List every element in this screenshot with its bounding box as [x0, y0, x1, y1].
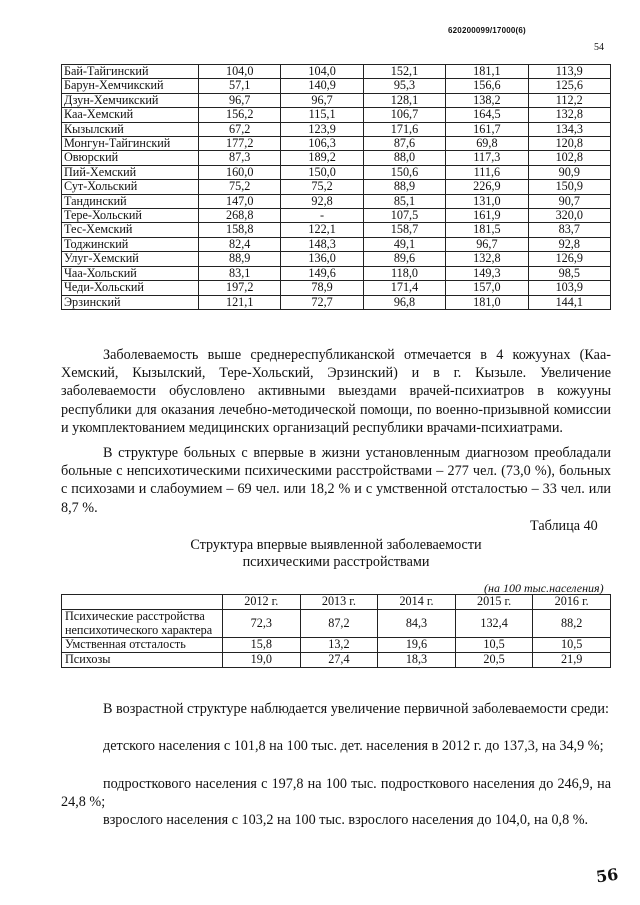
value-cell: 132,4 [455, 609, 533, 638]
paragraph-children: детского населения с 101,8 на 100 тыс. дет. населения в 2012 г. до 137,3, на 34,9 %; [103, 738, 604, 754]
paragraph-adolescents: подросткового населения с 197,8 на 100 тыс. подросткового населения до 246,9, на 24,8 %; [61, 776, 611, 811]
table-row [62, 93, 611, 107]
value-cell: 138,2 [446, 93, 528, 107]
district-name-cell: Монгун-Тайгинский [62, 137, 199, 151]
value-cell: - [281, 209, 363, 223]
value-cell: 181,0 [446, 295, 528, 309]
value-cell: 164,5 [446, 108, 528, 122]
value-cell: 104,0 [199, 65, 281, 79]
value-cell: 107,5 [363, 209, 445, 223]
district-name-cell: Овюрский [62, 151, 199, 165]
district-name-cell: Пий-Хемский [62, 165, 199, 179]
district-name-cell: Бай-Тайгинский [62, 65, 199, 79]
value-cell: 144,1 [528, 295, 610, 309]
year-header: 2013 г. [300, 595, 378, 610]
value-cell: 20,5 [455, 653, 533, 668]
document-number: 620200099/17000(6) [448, 26, 526, 35]
value-cell: 160,0 [199, 165, 281, 179]
table-40-corner-cell [62, 595, 223, 610]
value-cell: 123,9 [281, 122, 363, 136]
value-cell: 161,7 [446, 122, 528, 136]
value-cell: 96,7 [281, 93, 363, 107]
value-cell: 134,3 [528, 122, 610, 136]
value-cell: 67,2 [199, 122, 281, 136]
value-cell: 83,7 [528, 223, 610, 237]
district-name-cell: Тоджинский [62, 237, 199, 251]
value-cell: 92,8 [281, 194, 363, 208]
value-cell: 92,8 [528, 237, 610, 251]
value-cell: 125,6 [528, 79, 610, 93]
value-cell: 115,1 [281, 108, 363, 122]
paragraph-structure-of-patients: В структуре больных с впервые в жизни установленным диагнозом преобладали больные с непсихотическими психическими расстройствами – 277 чел. (73,0 %), больных с психозами и слабоумием – 69 чел. или 18,2 % и с умственной отсталостью – 33 чел. или 8,7 %. [61, 445, 611, 516]
value-cell: 106,3 [281, 137, 363, 151]
district-name-cell: Дзун-Хемчикский [62, 93, 199, 107]
year-header: 2016 г. [533, 595, 611, 610]
value-cell: 118,0 [363, 266, 445, 280]
value-cell: 87,2 [300, 609, 378, 638]
table-row [62, 180, 611, 194]
value-cell: 87,3 [199, 151, 281, 165]
value-cell: 112,2 [528, 93, 610, 107]
district-name-cell: Чаа-Хольский [62, 266, 199, 280]
value-cell: 113,9 [528, 65, 610, 79]
table-row [62, 122, 611, 136]
value-cell: 88,9 [363, 180, 445, 194]
value-cell: 18,3 [378, 653, 456, 668]
district-name-cell: Тес-Хемский [62, 223, 199, 237]
value-cell: 158,8 [199, 223, 281, 237]
value-cell: 150,9 [528, 180, 610, 194]
table-row [62, 194, 611, 208]
value-cell: 95,3 [363, 79, 445, 93]
value-cell: 88,0 [363, 151, 445, 165]
district-incidence-table [61, 64, 611, 310]
value-cell: 152,1 [363, 65, 445, 79]
value-cell: 148,3 [281, 237, 363, 251]
district-name-cell: Эрзинский [62, 295, 199, 309]
value-cell: 83,1 [199, 266, 281, 280]
value-cell: 19,6 [378, 638, 456, 653]
table-row [62, 209, 611, 223]
table-row [62, 137, 611, 151]
year-header: 2015 г. [455, 595, 533, 610]
year-header: 2014 г. [378, 595, 456, 610]
value-cell: 75,2 [281, 180, 363, 194]
table-row [62, 108, 611, 122]
table-40-header-row [62, 595, 611, 610]
value-cell: 96,7 [199, 93, 281, 107]
value-cell: 156,2 [199, 108, 281, 122]
table-row [62, 165, 611, 179]
district-name-cell: Улуг-Хемский [62, 252, 199, 266]
value-cell: 149,6 [281, 266, 363, 280]
value-cell: 89,6 [363, 252, 445, 266]
value-cell: 88,9 [199, 252, 281, 266]
row-label-cell: Психические расстройства непсихотического характера [62, 609, 223, 638]
value-cell: 10,5 [533, 638, 611, 653]
table-row [62, 609, 611, 638]
table-row [62, 295, 611, 309]
value-cell: 72,7 [281, 295, 363, 309]
value-cell: 104,0 [281, 65, 363, 79]
table-row [62, 266, 611, 280]
district-name-cell: Тере-Хольский [62, 209, 199, 223]
value-cell: 87,6 [363, 137, 445, 151]
value-cell: 121,1 [199, 295, 281, 309]
district-name-cell: Сут-Хольский [62, 180, 199, 194]
table-40-title [61, 537, 611, 571]
value-cell: 132,8 [528, 108, 610, 122]
value-cell: 161,9 [446, 209, 528, 223]
value-cell: 88,2 [533, 609, 611, 638]
district-name-cell: Кызылский [62, 122, 199, 136]
value-cell: 72,3 [223, 609, 301, 638]
paragraph-incidence-above-average: Заболеваемость выше среднереспубликанской отмечается в 4 кожуунах (Каа-Хемский, Кызылский, Тере-Хольский, Эрзинский) и в г. Кызыле. Увеличение заболеваемости обусловлено активными выездами врачей-психиатров в кожууны республики для оказания лечебно-методической помощи, по военно-призывной комиссии и укомплектованием медицинских организаций республики врачами-психиатрами. [61, 347, 611, 436]
value-cell: 102,8 [528, 151, 610, 165]
year-header: 2012 г. [223, 595, 301, 610]
value-cell: 49,1 [363, 237, 445, 251]
district-name-cell: Тандинский [62, 194, 199, 208]
value-cell: 171,4 [363, 281, 445, 295]
paragraph-age-structure: В возрастной структуре наблюдается увеличение первичной заболеваемости среди: [103, 701, 609, 717]
value-cell: 128,1 [363, 93, 445, 107]
value-cell: 156,6 [446, 79, 528, 93]
value-cell: 106,7 [363, 108, 445, 122]
page-number: 54 [594, 42, 604, 53]
table-40-title-line-1: Структура впервые выявленной заболеваемости [190, 537, 482, 553]
value-cell: 120,8 [528, 137, 610, 151]
value-cell: 147,0 [199, 194, 281, 208]
table-row [62, 252, 611, 266]
value-cell: 117,3 [446, 151, 528, 165]
value-cell: 82,4 [199, 237, 281, 251]
value-cell: 96,8 [363, 295, 445, 309]
table-40-title-line-2: психическими расстройствами [242, 554, 430, 570]
value-cell: 84,3 [378, 609, 456, 638]
value-cell: 27,4 [300, 653, 378, 668]
value-cell: 15,8 [223, 638, 301, 653]
value-cell: 10,5 [455, 638, 533, 653]
value-cell: 98,5 [528, 266, 610, 280]
value-cell: 268,8 [199, 209, 281, 223]
row-label-cell: Психозы [62, 653, 223, 668]
value-cell: 150,0 [281, 165, 363, 179]
value-cell: 57,1 [199, 79, 281, 93]
value-cell: 197,2 [199, 281, 281, 295]
value-cell: 226,9 [446, 180, 528, 194]
value-cell: 189,2 [281, 151, 363, 165]
table-row [62, 223, 611, 237]
value-cell: 149,3 [446, 266, 528, 280]
district-name-cell: Каа-Хемский [62, 108, 199, 122]
value-cell: 19,0 [223, 653, 301, 668]
value-cell: 75,2 [199, 180, 281, 194]
row-label-cell: Умственная отсталость [62, 638, 223, 653]
district-name-cell: Барун-Хемчикский [62, 79, 199, 93]
value-cell: 13,2 [300, 638, 378, 653]
value-cell: 150,6 [363, 165, 445, 179]
value-cell: 90,9 [528, 165, 610, 179]
district-name-cell: Чеди-Хольский [62, 281, 199, 295]
value-cell: 158,7 [363, 223, 445, 237]
value-cell: 90,7 [528, 194, 610, 208]
table-row [62, 151, 611, 165]
table-40-unit: (на 100 тыс.населения) [484, 581, 604, 595]
table-40 [61, 594, 611, 668]
value-cell: 157,0 [446, 281, 528, 295]
value-cell: 136,0 [281, 252, 363, 266]
value-cell: 177,2 [199, 137, 281, 151]
value-cell: 320,0 [528, 209, 610, 223]
value-cell: 126,9 [528, 252, 610, 266]
table-row [62, 638, 611, 653]
value-cell: 103,9 [528, 281, 610, 295]
value-cell: 132,8 [446, 252, 528, 266]
table-row [62, 65, 611, 79]
value-cell: 69,8 [446, 137, 528, 151]
value-cell: 111,6 [446, 165, 528, 179]
value-cell: 181,1 [446, 65, 528, 79]
paragraph-adults: взрослого населения с 103,2 на 100 тыс. взрослого населения до 104,0, на 0,8 %. [103, 812, 589, 828]
value-cell: 181,5 [446, 223, 528, 237]
table-row [62, 281, 611, 295]
value-cell: 85,1 [363, 194, 445, 208]
value-cell: 21,9 [533, 653, 611, 668]
table-row [62, 653, 611, 668]
handwritten-page-number: 56 [594, 864, 620, 887]
value-cell: 171,6 [363, 122, 445, 136]
table-row [62, 79, 611, 93]
table-40-label: Таблица 40 [530, 518, 598, 534]
value-cell: 78,9 [281, 281, 363, 295]
value-cell: 122,1 [281, 223, 363, 237]
value-cell: 140,9 [281, 79, 363, 93]
table-row [62, 237, 611, 251]
value-cell: 96,7 [446, 237, 528, 251]
value-cell: 131,0 [446, 194, 528, 208]
